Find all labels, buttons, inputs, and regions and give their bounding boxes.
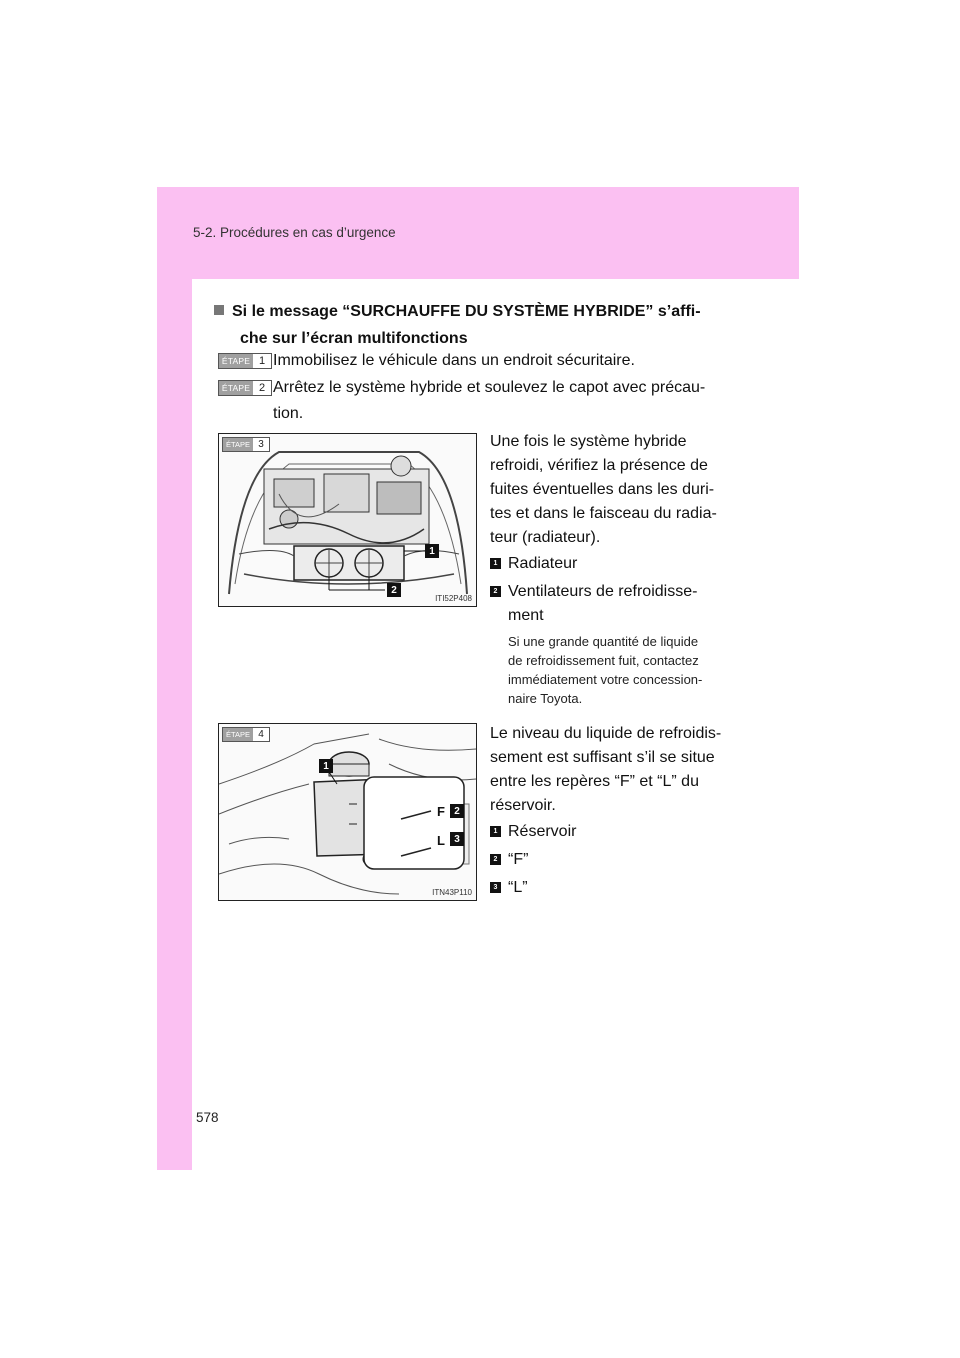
list-item: 3 “L” xyxy=(490,876,741,900)
step-badge: ÉTAPE 2 xyxy=(218,380,272,396)
mark-l-label: L xyxy=(437,833,445,848)
page-margin-strip xyxy=(157,187,192,1170)
step-badge: ÉTAPE 4 xyxy=(222,727,270,742)
item-number-icon: 1 xyxy=(490,826,501,837)
item-number-icon: 1 xyxy=(490,558,501,569)
engine-bay-figure xyxy=(218,433,477,607)
callout-1: 1 xyxy=(319,759,333,773)
item-number-icon: 2 xyxy=(490,586,501,597)
section-heading xyxy=(214,298,742,352)
list-item: 2 Ventilateurs de refroidisse- ment xyxy=(490,580,741,628)
mark-f-label: F xyxy=(437,804,445,819)
callout-2: 2 xyxy=(387,583,401,597)
list-item: 1 Radiateur xyxy=(490,552,741,576)
heading-line-2: che sur l’écran multifonctions xyxy=(240,330,468,347)
list-item: 1 Réservoir xyxy=(490,820,741,844)
page-number: 578 xyxy=(196,1110,219,1125)
square-bullet-icon xyxy=(214,305,224,315)
callout-2: 2 xyxy=(450,804,464,818)
heading-line-1: Si le message “SURCHAUFFE DU SYSTÈME HYBRIDE” s’affi- xyxy=(232,303,701,320)
coolant-reservoir-figure xyxy=(218,723,477,901)
item-number-icon: 3 xyxy=(490,882,501,893)
item-number-icon: 2 xyxy=(490,854,501,865)
list-item: 2 “F” xyxy=(490,848,741,872)
step-badge: ÉTAPE 3 xyxy=(222,437,270,452)
callout-1: 1 xyxy=(425,544,439,558)
engine-bay-illustration xyxy=(219,434,476,606)
figure-1-description: Une fois le système hybride refroidi, vérifiez la présence de fuites éventuelles dans les duri- tes et dans le faisceau du radia- teur (radiateur). xyxy=(490,433,717,546)
step-1-text: Immobilisez le véhicule dans un endroit sécuritaire. xyxy=(273,352,635,369)
step-badge: ÉTAPE 1 xyxy=(218,353,272,369)
section-title: 5-2. Procédures en cas d’urgence xyxy=(193,225,396,240)
figure-2-description: Le niveau du liquide de refroidis- sement est suffisant s’il se situe entre les repères “F” et “L” du réservoir. xyxy=(490,725,722,814)
figure-code: ITN43P110 xyxy=(432,888,472,897)
step-2-text-cont: tion. xyxy=(273,405,304,422)
figure-code: ITI52P408 xyxy=(435,594,472,603)
coolant-leak-note: Si une grande quantité de liquide de refroidissement fuit, contactez immédiatement votre concession- naire Toyota. xyxy=(508,634,703,706)
callout-3: 3 xyxy=(450,832,464,846)
page-header xyxy=(157,187,799,279)
step-2-text: Arrêtez le système hybride et soulevez le capot avec précau- xyxy=(273,379,706,396)
